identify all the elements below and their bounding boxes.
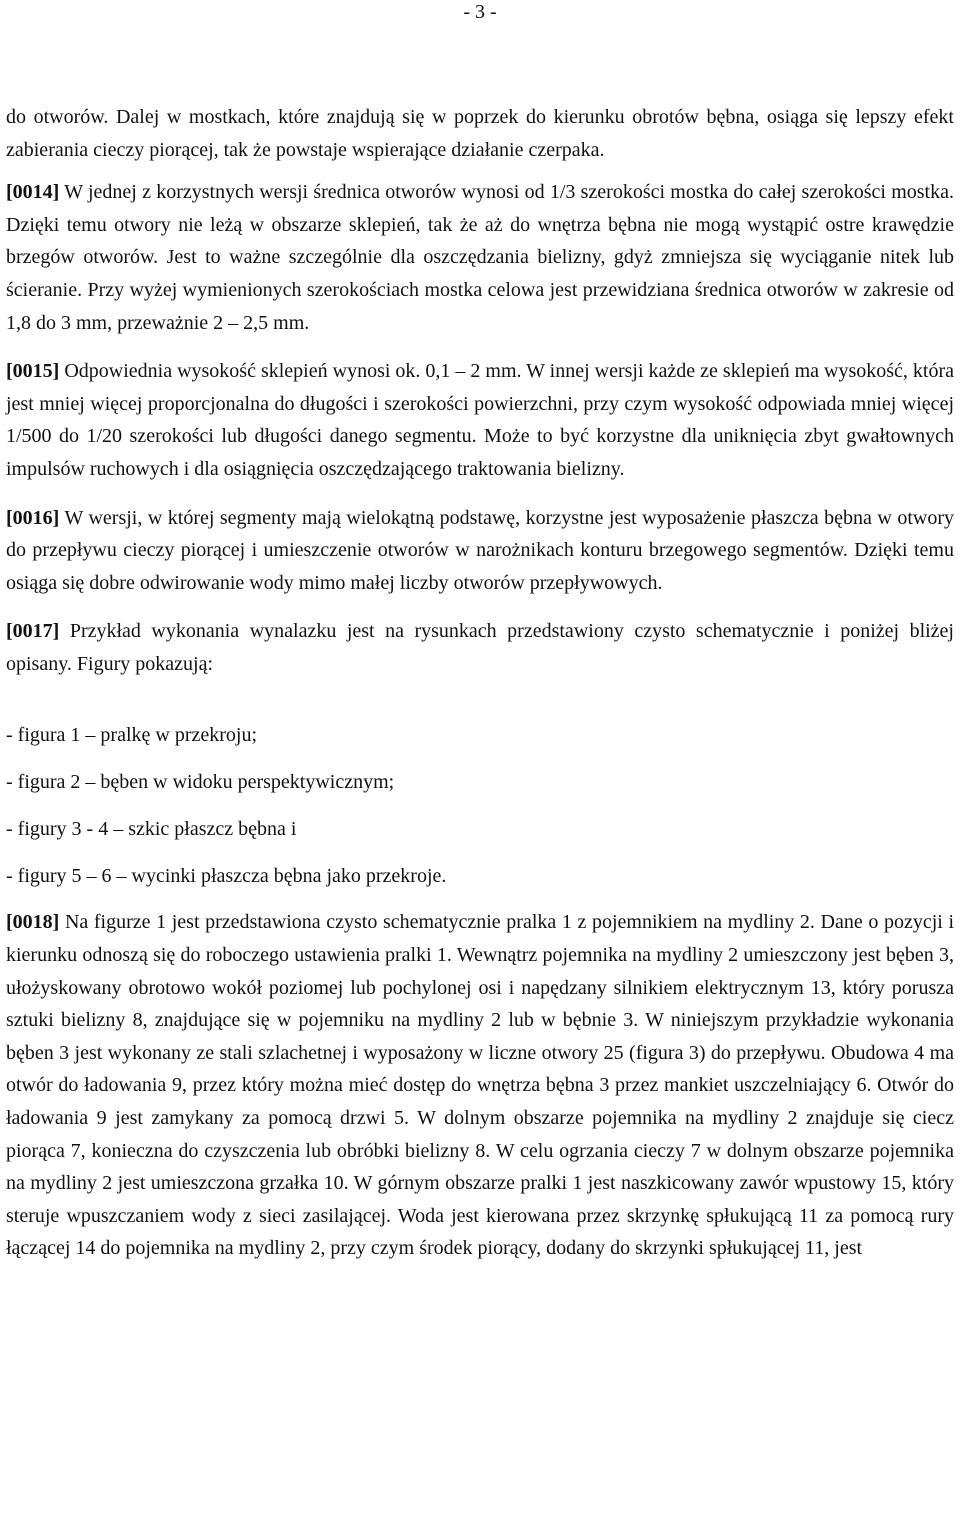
paragraph-marker: [0017] (6, 620, 60, 643)
paragraph-marker: [0016] (6, 506, 60, 529)
paragraph-0017 (6, 615, 954, 680)
paragraph-text: W jednej z korzystnych wersji średnica otworów wynosi od 1/3 szerokości mostka do całej szerokości mostka. Dzięki temu otwory nie leżą w obszarze sklepień, tak że aż do wnętrza bębna nie mogą wystąpić ostre krawędzie brzegów otworów. Jest to ważne szczególnie dla oszczędzania bielizny, gdyż zmniejsza się wyciąganie nitek lub ścieranie. Przy wyżej wymienionych szerokościach mostka celowa jest przewidziana średnica otworów w zakresie od 1,8 do 3 mm, przeważnie 2 – 2,5 mm. (6, 181, 954, 334)
paragraph-0018 (6, 906, 954, 1265)
figure-list-item: - figury 5 – 6 – wycinki płaszcza bębna jako przekroje. (6, 864, 447, 887)
page-number: - 3 - (463, 1, 497, 23)
paragraph-text: Na figurze 1 jest przedstawiona czysto schematycznie pralka 1 z pojemnikiem na mydliny 2. Dane o pozycji i kierunku odnoszą się do roboczego ustawienia pralki 1. Wewnątrz pojemnika na mydliny 2 umieszczony jest bęben 3, ułożyskowany obrotowo wokół poziomej lub pochylonej osi i napędzany silnikiem elektrycznym 13, który porusza sztuki bielizny 8, znajdujące się w pojemniku na mydliny 2 lub w bębnie 3. W niniejszym przykładzie wykonania bęben 3 jest wykonany ze stali szlachetnej i wyposażony w liczne otwory 25 (figura 3) do przepływu. Obudowa 4 ma otwór do ładowania 9, przez który można mieć dostęp do wnętrza bębna 3 przez mankiet uszczelniający 6. Otwór do ładowania 9 jest zamykany za pomocą drzwi 5. W dolnym obszarze pojemnika na mydliny 2 znajduje się ciecz piorąca 7, konieczna do czyszczenia lub obróbki bielizny 8. W celu ogrzania cieczy 7 w dolnym obszarze pojemnika na mydliny 2 jest umieszczona grzałka 10. W górnym obszarze pralki 1 jest naszkicowany zawór wpustowy 15, który steruje wpuszczaniem wody z sieci zasilającej. Woda jest kierowana przez skrzynkę spłukującą 11 za pomocą rury łączącej 14 do pojemnika na mydliny 2, przy czym środek piorący, dodany do skrzynki spłukującej 11, jest (6, 911, 954, 1260)
figure-list-item: - figura 2 – bęben w widoku perspektywicznym; (6, 770, 395, 793)
paragraph-text: do otworów. Dalej w mostkach, które znajdują się w poprzek do kierunku obrotów bębna, osiąga się lepszy efekt zabierania cieczy piorącej, tak że powstaje wspierające działanie czerpaka. (6, 106, 954, 161)
spacer (6, 681, 954, 719)
paragraph-continuation (6, 101, 954, 166)
paragraph-marker: [0018] (6, 911, 60, 934)
figure-list-item: - figury 3 - 4 – szkic płaszcz bębna i (6, 817, 297, 840)
figure-list-item: - figura 1 – pralkę w przekroju; (6, 723, 258, 746)
document-body (6, 101, 954, 1265)
paragraph-text: Odpowiednia wysokość sklepień wynosi ok. 0,1 – 2 mm. W innej wersji każde ze sklepień ma wysokość, która jest mniej więcej proporcjonalna do długości i szerokości powierzchni, przy czym wysokość odpowiada mniej więcej 1/500 do 1/20 szerokości lub długości danego segmentu. Może to być korzystne dla uniknięcia zbyt gwałtownych impulsów ruchowych i dla osiągnięcia oszczędzającego traktowania bielizny. (6, 360, 954, 480)
figure-list (6, 719, 954, 893)
paragraph-0016 (6, 502, 954, 600)
paragraph-0014 (6, 176, 954, 339)
paragraph-marker: [0014] (6, 181, 60, 204)
paragraph-marker: [0015] (6, 360, 60, 383)
paragraph-0015 (6, 355, 954, 485)
paragraph-text: Przykład wykonania wynalazku jest na rysunkach przedstawiony czysto schematycznie i poniżej bliżej opisany. Figury pokazują: (6, 620, 954, 675)
paragraph-text: W wersji, w której segmenty mają wielokątną podstawę, korzystne jest wyposażenie płaszcza bębna w otwory do przepływu cieczy piorącej i umieszczenie otworów w narożnikach konturu brzegowego segmentów. Dzięki temu osiąga się dobre odwirowanie wody mimo małej liczby otworów przepływowych. (6, 506, 954, 594)
